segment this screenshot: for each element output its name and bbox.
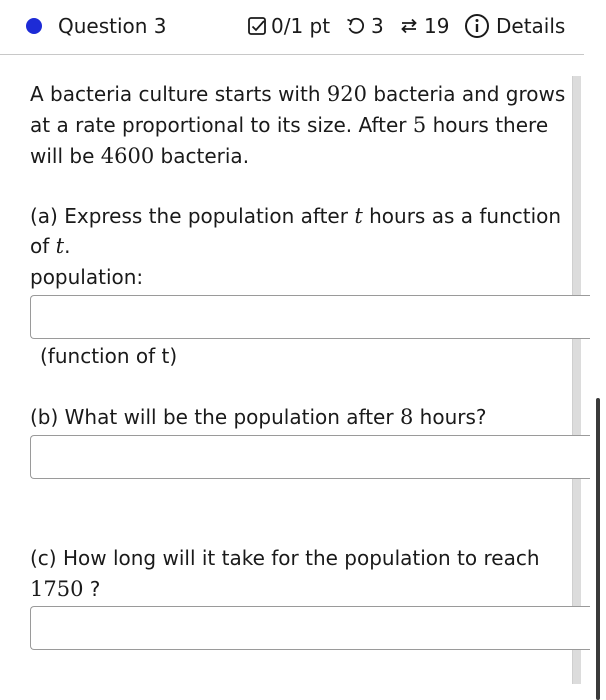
points-indicator	[247, 13, 330, 39]
target-population: 1750	[30, 577, 84, 601]
scrollbar[interactable]	[596, 398, 600, 700]
status-dot	[26, 18, 42, 34]
points-text: 0/1 pt	[271, 14, 331, 38]
variable-t: t	[354, 204, 363, 228]
function-hint: (function of t)	[40, 344, 178, 368]
time-to-reach-input[interactable]	[30, 606, 590, 650]
retries-indicator	[345, 13, 384, 39]
population-label: population:	[30, 265, 144, 289]
elapsed-hours: 5	[412, 113, 427, 137]
details-button[interactable]	[464, 13, 565, 39]
checkbox-icon	[247, 16, 267, 36]
population-input[interactable]	[30, 295, 590, 339]
content-edge	[572, 76, 581, 684]
later-count: 4600	[100, 144, 155, 168]
part-b-text: (b) What will be the population after 8 hours?	[30, 405, 487, 429]
question-header	[0, 0, 584, 55]
part-a-line-2: of t.	[30, 234, 71, 258]
retry-icon	[345, 15, 367, 37]
initial-count: 920	[326, 82, 367, 106]
swap-arrows-icon	[398, 15, 420, 37]
details-label: Details	[496, 14, 566, 38]
question-line-1: A bacteria culture starts with 920 bacteria and grows	[30, 82, 566, 106]
variable-t: t	[55, 234, 65, 258]
info-icon	[464, 13, 490, 39]
submissions-count: 19	[424, 14, 450, 38]
question-line-3: will be 4600 bacteria.	[30, 144, 250, 168]
population-after-hours-input[interactable]	[30, 435, 590, 479]
target-hours: 8	[399, 405, 414, 429]
part-c-text: (c) How long will it take for the population to reach	[30, 546, 540, 570]
question-line-2: at a rate proportional to its size. After 5 hours there	[30, 113, 549, 137]
part-c-target-line: 1750 ?	[30, 577, 101, 601]
submissions-indicator	[398, 13, 449, 39]
part-a-line-1: (a) Express the population after t hours as a function	[30, 204, 562, 228]
retries-count: 3	[371, 14, 384, 38]
question-title: Question 3	[58, 14, 167, 38]
